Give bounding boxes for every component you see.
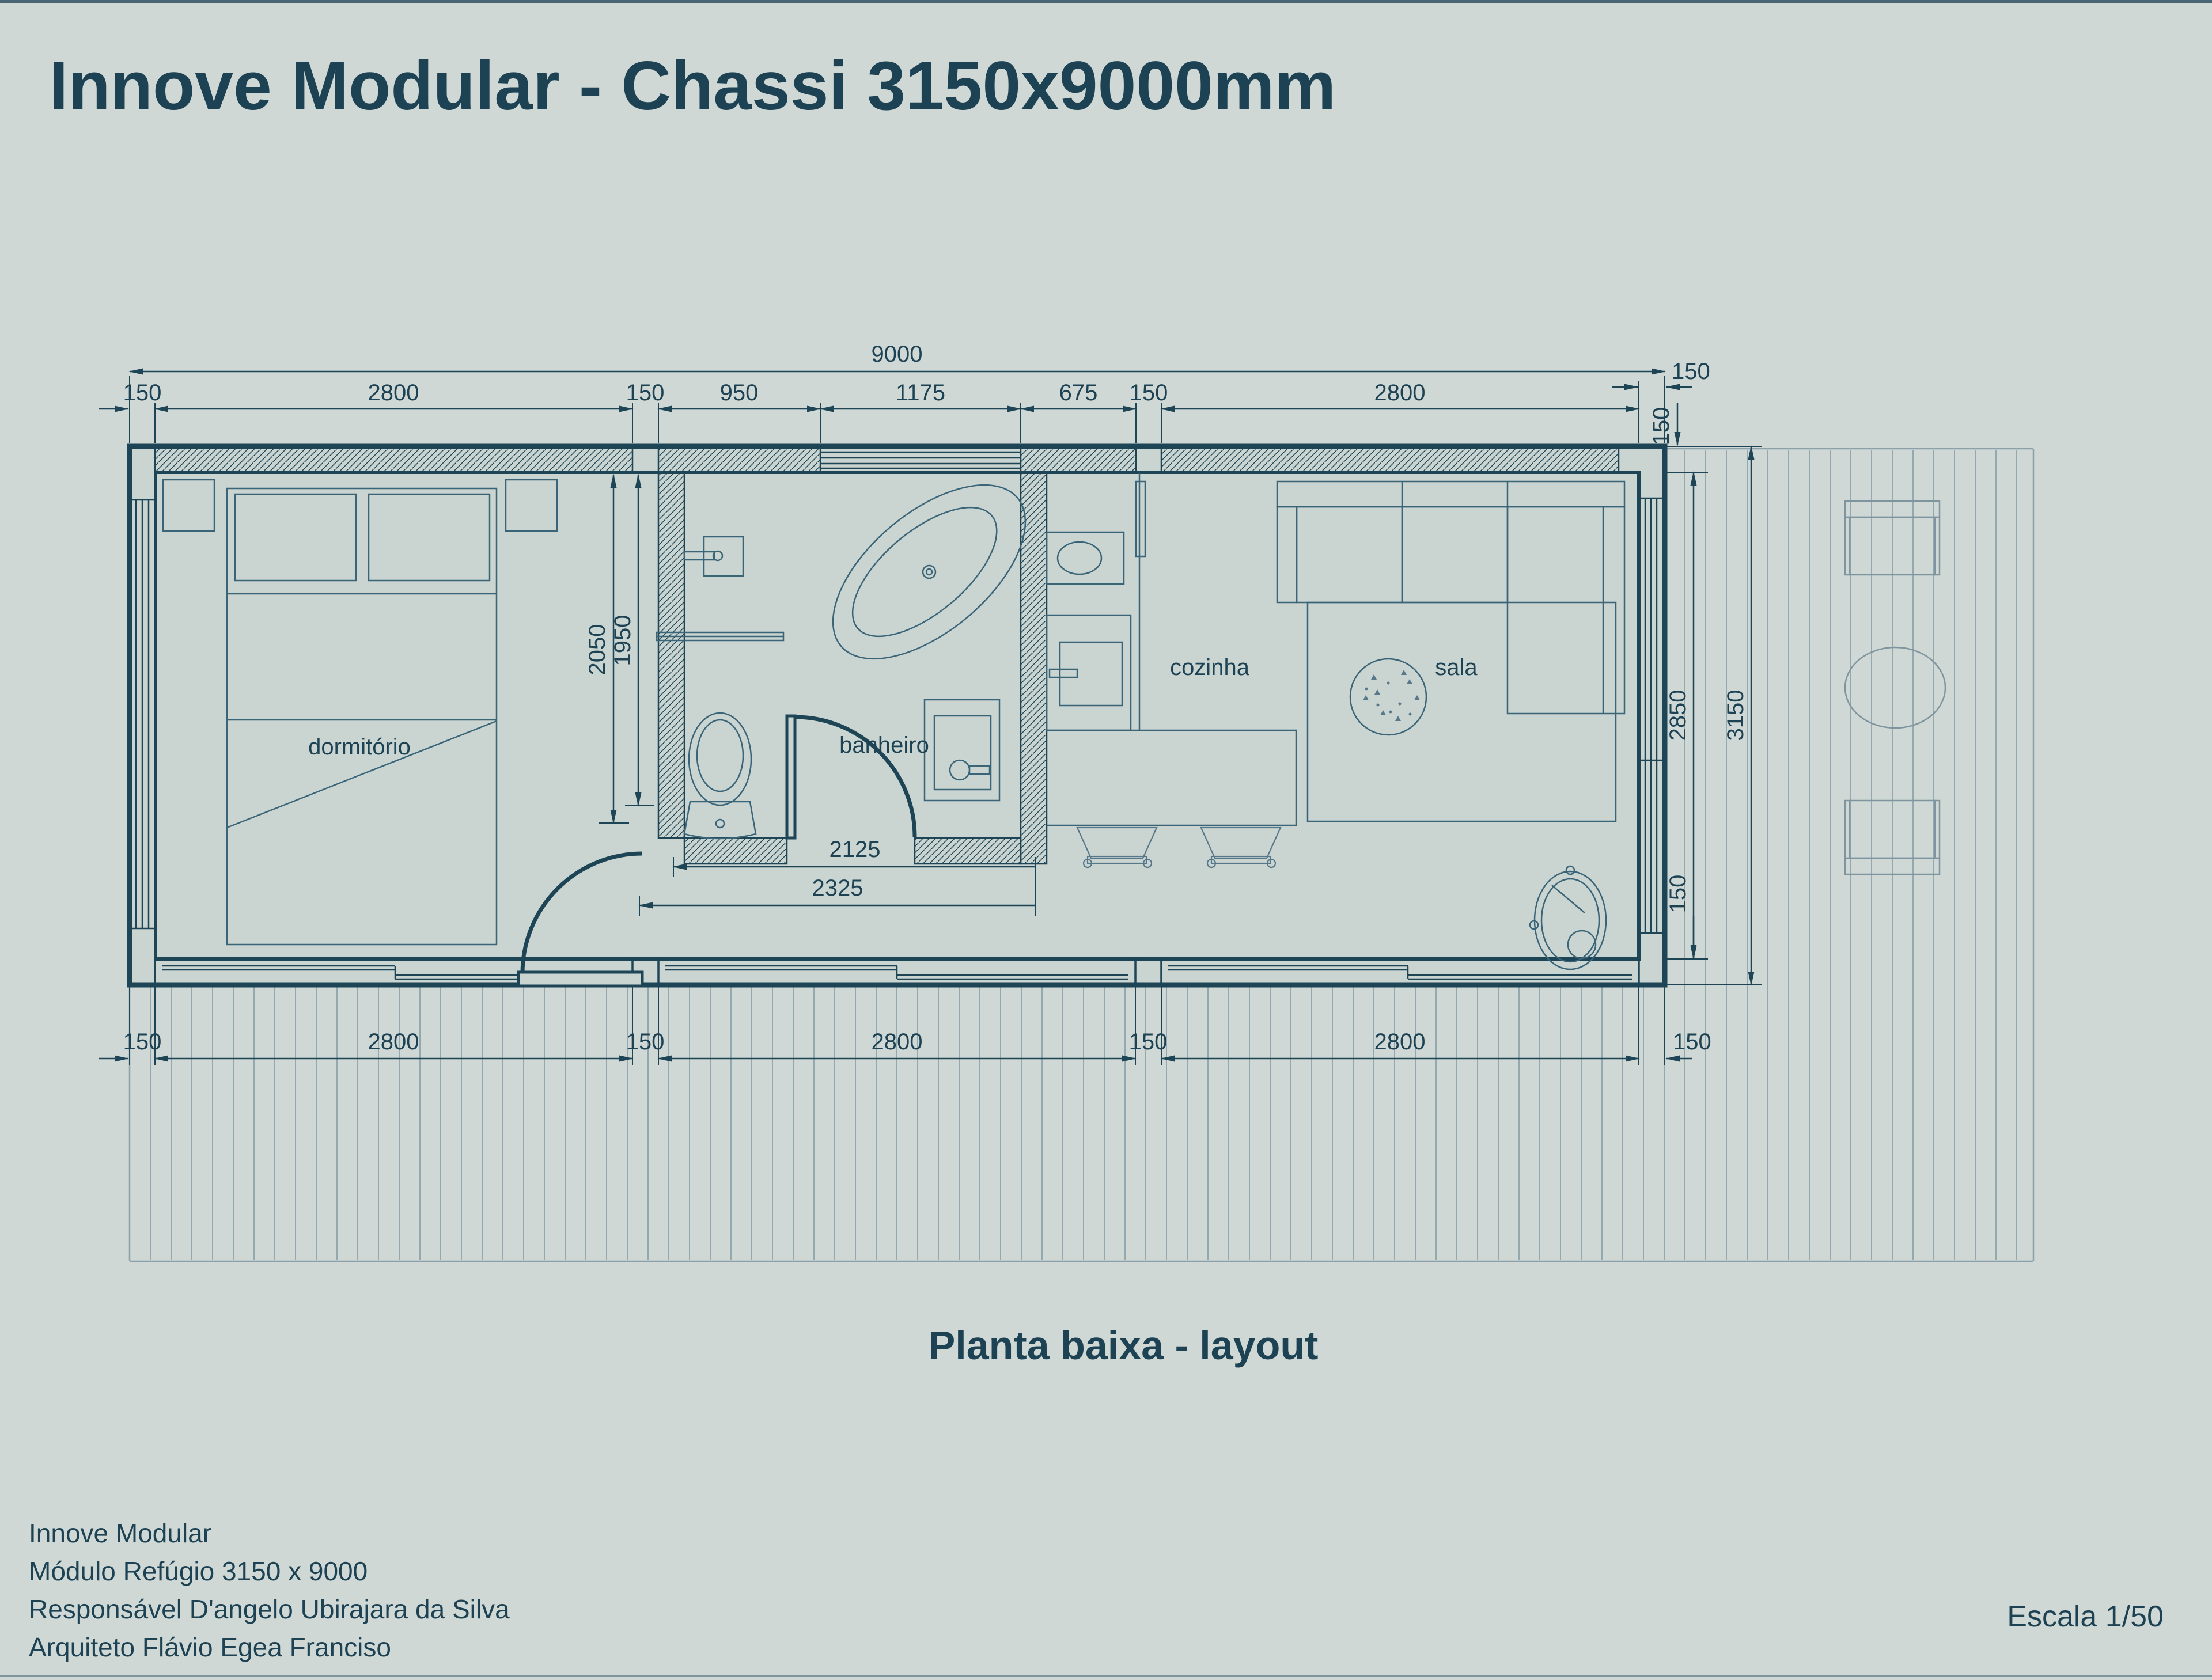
deck-table xyxy=(1845,647,1945,728)
wall-bath-bottom-left xyxy=(684,838,787,864)
dim-top-right-wall: 150 xyxy=(1649,407,1674,446)
footer-architect: Arquiteto Flávio Egea Franciso xyxy=(29,1632,391,1662)
bedroom-label: dormitório xyxy=(308,734,411,760)
bathroom-label: banheiro xyxy=(839,733,929,758)
dim-overall-width: 9000 xyxy=(871,342,923,367)
dim-bottom-1: 2800 xyxy=(368,1029,419,1055)
dim-bottom-right: 150 xyxy=(1673,1029,1711,1055)
dim-bath-outer: 2325 xyxy=(812,875,863,901)
dim-top-right: 150 xyxy=(1672,359,1710,384)
kitchen-label: cozinha xyxy=(1170,655,1249,680)
wall-top-kitchen xyxy=(1021,446,1136,472)
scale-label: Escala 1/50 xyxy=(2007,1600,2164,1633)
drawing-caption: Planta baixa - layout xyxy=(928,1323,1319,1368)
page-top-border xyxy=(0,0,2212,3)
dim-bottom-3: 2800 xyxy=(871,1029,923,1055)
page-bottom-border xyxy=(0,1675,2212,1677)
dim-top-1: 2800 xyxy=(368,380,419,405)
dim-right-inner: 2850 xyxy=(1665,689,1691,741)
footer-module: Módulo Refúgio 3150 x 9000 xyxy=(29,1556,368,1586)
dim-right-total: 3150 xyxy=(1723,689,1748,741)
dim-bottom-5: 2800 xyxy=(1374,1029,1426,1055)
floor xyxy=(130,446,1665,985)
wall-bath-bottom-right xyxy=(915,838,1021,864)
dim-bedroom-inner: 1950 xyxy=(610,615,635,666)
dim-top-4: 1175 xyxy=(895,380,946,405)
footer-responsible: Responsável D'angelo Ubirajara da Silva xyxy=(29,1594,510,1624)
dim-top-5: 675 xyxy=(1059,380,1098,405)
dim-bottom-4: 150 xyxy=(1128,1029,1168,1055)
dim-right-wall: 150 xyxy=(1665,874,1691,913)
wall-top-bath-left xyxy=(658,446,820,472)
dim-bottom-2: 150 xyxy=(626,1029,665,1055)
dim-top-6: 150 xyxy=(1129,380,1168,405)
wall-top-living xyxy=(1161,446,1619,472)
footer-company: Innove Modular xyxy=(29,1518,212,1548)
dim-bottom-0: 150 xyxy=(123,1029,162,1055)
wall-top-bedroom xyxy=(155,446,632,472)
dim-top-7: 2800 xyxy=(1374,380,1426,405)
living-label: sala xyxy=(1435,655,1478,680)
page-title: Innove Modular - Chassi 3150x9000mm xyxy=(49,47,1336,124)
dim-top-3: 950 xyxy=(719,380,759,405)
wall-bedroom-bath xyxy=(658,472,684,838)
dim-top-2: 150 xyxy=(626,380,665,405)
title-block xyxy=(29,1518,510,1662)
dim-bedroom-outer: 2050 xyxy=(585,624,610,676)
dim-bath-inner: 2125 xyxy=(829,837,881,862)
dim-top-0: 150 xyxy=(123,380,162,405)
